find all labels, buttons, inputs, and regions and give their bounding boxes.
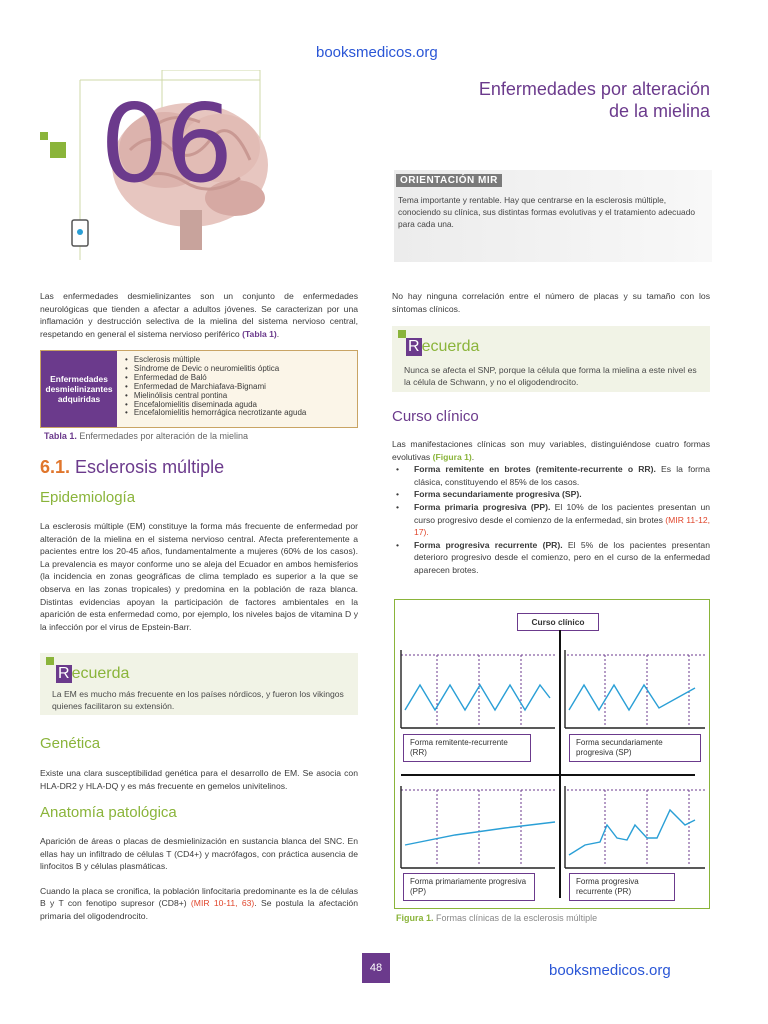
genetica-paragraph: Existe una clara susceptibilidad genética para el desarrollo de EM. Se asocia con HLA-DR2 y HLA-DQ y es más frecuente en gemelos univitelinos. [40, 768, 358, 791]
right-top-paragraph: No hay ninguna correlación entre el número de placas y su tamaño con los síntomas clínicos. [392, 291, 710, 314]
epidemiologia-paragraph: La esclerosis múltiple (EM) constituye la forma más frecuente de enfermedad por alteración de la mielina en el sistema nervioso central. Afecta preferentemente a pacientes entre los 20-45 años, fundamentalmente a mujeres (60% de los casos). La prevalencia es mayor conforme uno se aleja del Ecuador en ambos hemisferios (la incidencia en zonas geográficas de clima templado es superior a la que se observa en las zonas tropicales) y predomina en la población de raza blanca. Distintas evidencias apoyan la participación de factores ambientales en la aparición de esta enfermedad como, por ejemplo, los niveles bajos de vitamina D y la infección por el virus de Epstein-Barr. [40, 521, 358, 632]
table-1-list [125, 356, 306, 418]
figure-1-caption: Figura 1. Formas clínicas de la esclerosis múltiple [396, 913, 598, 923]
figure-1-label-sp: Forma secundariamente progresiva (SP) [569, 734, 701, 762]
anatomia-paragraph-1: Aparición de áreas o placas de desmielinización en sustancia blanca del SNC. En ellas hay un infiltrado de células T (CD4+) y macrófagos, con práctica ausencia de linfocitos B y células plasmáticas. [40, 836, 358, 872]
table-1-header: Enfermedades desmielinizantes adquiridas [41, 351, 117, 427]
recuerda-text: Nunca se afecta el SNP, porque la célula que forma la mielina a este nivel es la célula de Schwann, y no el oligodendrocito. [404, 365, 697, 388]
figure-1-label-rr: Forma remitente-recurrente (RR) [403, 734, 531, 762]
anatomia-heading: Anatomía patológica [40, 804, 177, 821]
recuerda-title: R ecuerda [408, 338, 480, 355]
table-1-item: • Enfermedad de Marchiafava-Bignami [125, 383, 306, 392]
table-1-caption: Tabla 1. Enfermedades por alteración de la mielina [44, 431, 248, 441]
chapter-title-line1: Enfermedades por alteración [478, 79, 710, 99]
recuerda-square [46, 657, 54, 665]
curso-form-item: • Forma progresiva recurrente (PR). El 5% de los pacientes presentan deterioro progresivo desde el comienzo, pero en el curso de la enfermedad aparecen brotes. [396, 539, 710, 575]
table-1-item: • Mielinólisis central pontina [125, 392, 306, 401]
figure-1-title: Curso clínico [517, 613, 599, 631]
section-heading: 6.1. Esclerosis múltiple [40, 457, 225, 477]
orientacion-mir-label: ORIENTACIÓN MIR [396, 174, 502, 187]
page-number: 48 [362, 953, 390, 983]
chapter-title [479, 78, 710, 122]
recuerda-text: La EM es mucho más frecuente en los países nórdicos, y fueron los vikingos quienes facilitaron su extensión. [52, 689, 344, 712]
anatomia-block [40, 835, 358, 923]
intro-paragraph: Las enfermedades desmielinizantes son un conjunto de enfermedades neurológicas que tienden a afectar a adultos jóvenes. Se caracterizan por una inflamación y destrucción selectiva de la mielina del sistema nervioso central, respetando en general el sistema nervioso periférico (Tabla 1). [40, 291, 358, 339]
table-1-item: • Enfermedad de Baló [125, 374, 306, 383]
curso-form-item: • Forma remitente en brotes (remitente-recurrente o RR). Es la forma clásica, constituyendo el 85% de los casos. [396, 464, 710, 487]
curso-block [392, 438, 710, 577]
recuerda-box-1 [40, 653, 358, 715]
epidemiologia-heading: Epidemiología [40, 489, 136, 506]
chapter-title-line2: de la mielina [608, 101, 710, 121]
recuerda-title: R ecuerda [58, 665, 130, 682]
site-link-bottom[interactable]: booksmedicos.org [549, 962, 671, 979]
curso-heading: Curso clínico [392, 408, 479, 425]
table-1-item: • Síndrome de Devic o neuromielitis óptica [125, 365, 306, 374]
genetica-block [40, 767, 358, 792]
figure-1-label-pr: Forma progresiva recurrente (PR) [569, 873, 675, 901]
genetica-heading: Genética [40, 735, 101, 752]
table-1-item: • Esclerosis múltiple [125, 356, 306, 365]
epidemiologia-block [40, 520, 358, 633]
orientacion-mir-text: Tema importante y rentable. Hay que centrarse en la esclerosis múltiple, conociendo su clínica, sus distintas formas evolutivas y el tratamiento adecuado para cada una. [398, 195, 696, 229]
recuerda-square [398, 330, 406, 338]
chapter-number: 06 [100, 82, 230, 207]
anatomia-paragraph-2: Cuando la placa se cronifica, la población linfocitaria predominante es la de células B y T con fenotipo supresor (CD8+) (MIR 10-11, 63). Se postula la afectación primaria del oligodendrocito. [40, 885, 358, 921]
curso-form-item: • Forma primaria progresiva (PP). El 10% de los pacientes presentan un curso progresivo desde el comienzo de la enfermedad, sin brotes (MIR 11-12, 17). [396, 501, 711, 538]
chapter-header-graphic [40, 70, 370, 270]
orientacion-mir-box [394, 170, 712, 262]
left-column [40, 290, 358, 340]
figure-1 [394, 599, 710, 909]
right-top-block [392, 290, 710, 315]
curso-forms-list [392, 463, 710, 576]
curso-intro: Las manifestaciones clínicas son muy variables, distinguiéndose cuatro formas evolutivas (Figura 1). [392, 439, 710, 462]
site-link-top[interactable]: booksmedicos.org [316, 44, 438, 61]
table-1 [40, 350, 358, 428]
recuerda-box-2 [392, 326, 710, 392]
table-1-item: • Encefalomielitis diseminada aguda [125, 401, 306, 410]
figure-1-label-pp: Forma primariamente progresiva (PP) [403, 873, 535, 901]
table-1-item: • Encefalomielitis hemorrágica necrotizante aguda [125, 409, 306, 418]
curso-form-item: • Forma secundariamente progresiva (SP). [396, 489, 582, 500]
